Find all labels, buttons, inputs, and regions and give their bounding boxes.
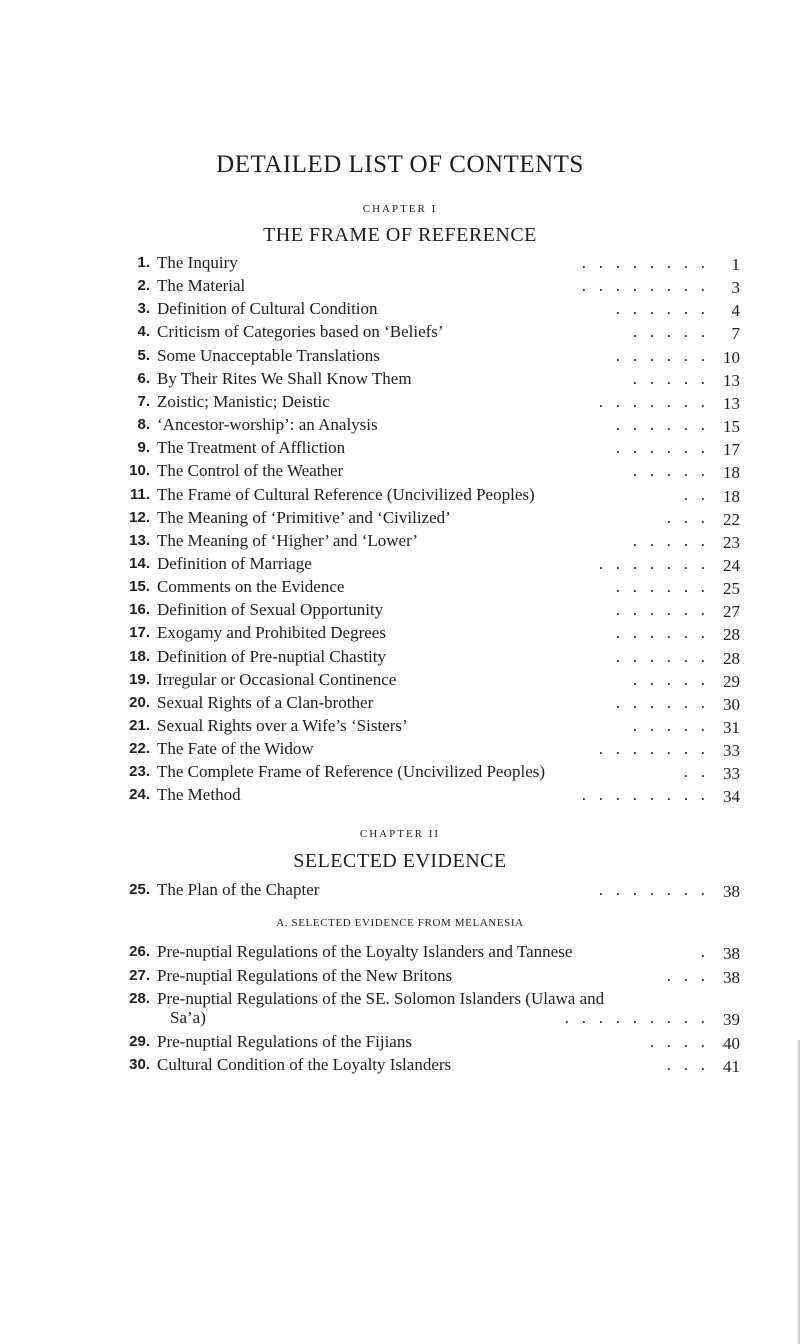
entry-number: 15. <box>129 578 150 596</box>
entry-number: 16. <box>129 601 150 619</box>
page-number: 27 <box>723 602 740 622</box>
toc-entry <box>0 645 800 668</box>
toc-entry <box>0 760 800 783</box>
toc-entry <box>0 598 800 621</box>
page-number: 18 <box>723 486 740 506</box>
leader-dots: . . . . . . <box>615 345 705 365</box>
entry-number: 4. <box>137 323 150 341</box>
entry-title: The Meaning of ‘Primitive’ and ‘Civilized’ <box>157 507 451 527</box>
page-number: 10 <box>723 347 740 367</box>
leader-dots: . . . . . . . <box>598 391 705 411</box>
toc-entry <box>0 413 800 436</box>
page-number: 13 <box>723 370 740 390</box>
page-number: 24 <box>723 555 740 575</box>
leader-dots: . . . . <box>649 1031 705 1051</box>
entry-number: 28. <box>129 990 150 1008</box>
leader-dots: . . . . . . . . . <box>564 1008 705 1028</box>
page-number: 25 <box>723 579 740 599</box>
page-number: 38 <box>723 882 740 901</box>
entry-number: 6. <box>137 369 150 387</box>
toc-entry-continuation <box>0 1006 800 1029</box>
leader-dots: . . . . . . <box>615 415 705 435</box>
chapter-title: SELECTED EVIDENCE <box>293 850 507 872</box>
leader-dots: . . . . . . . . <box>581 276 705 296</box>
entry-title: The Meaning of ‘Higher’ and ‘Lower’ <box>157 530 419 550</box>
entry-number: 20. <box>129 693 150 711</box>
entry-number: 26. <box>129 943 150 960</box>
leader-dots: . . <box>683 762 705 782</box>
leader-dots: . . . . . . . <box>598 739 705 759</box>
page-number: 39 <box>723 1010 740 1030</box>
toc-entry <box>0 436 800 459</box>
page-number: 34 <box>723 787 740 807</box>
entry-number: 25. <box>129 881 150 898</box>
leader-dots: . . . . . . <box>615 600 705 620</box>
page-number: 40 <box>723 1033 740 1053</box>
entry-number: 27. <box>129 966 150 984</box>
entry-title: Criticism of Categories based on ‘Beliefs’ <box>157 322 444 342</box>
entry-title: Pre-nuptial Regulations of the Fijians <box>157 1031 412 1051</box>
page-number: 28 <box>723 648 740 668</box>
entry-title: By Their Rites We Shall Know Them <box>157 368 412 388</box>
page-number: 1 <box>731 255 740 274</box>
toc-entry <box>0 668 800 691</box>
entry-title: The Material <box>157 276 246 296</box>
toc-entry <box>0 251 800 274</box>
entry-title: Pre-nuptial Regulations of the Loyalty Islanders and Tannese <box>157 942 573 961</box>
page-number: 3 <box>731 278 740 298</box>
toc-entry <box>0 274 800 297</box>
leader-dots: . . . <box>666 507 705 527</box>
toc-entry <box>0 529 800 552</box>
toc-entry <box>0 1030 800 1053</box>
entry-title: The Control of the Weather <box>157 461 344 481</box>
toc-entry <box>0 621 800 644</box>
entry-title: Pre-nuptial Regulations of the New Britons <box>157 965 453 985</box>
leader-dots: . . . . . <box>632 368 705 388</box>
leader-dots: . . . . . <box>632 669 705 689</box>
page-number: 4 <box>731 301 740 321</box>
page-number: 33 <box>723 764 740 784</box>
leader-dots: . . . . . . . <box>598 880 705 899</box>
leader-dots: . . . . . . <box>615 692 705 712</box>
entry-title-continuation: Sa’a) <box>170 1008 206 1028</box>
toc-entry <box>0 483 800 506</box>
page-number: 13 <box>723 393 740 413</box>
page-number: 29 <box>723 671 740 691</box>
page-number: 38 <box>723 944 740 963</box>
chapter-label: CHAPTER I <box>362 203 438 215</box>
leader-dots: . . . . . . . . <box>581 253 705 272</box>
toc-entry <box>0 344 800 367</box>
entry-number: 21. <box>129 717 150 734</box>
entry-title: The Complete Frame of Reference (Uncivilized Peoples) <box>157 762 546 782</box>
leader-dots: . . <box>683 484 705 504</box>
page-number: 31 <box>723 718 740 737</box>
page-number: 41 <box>723 1057 740 1077</box>
toc-entry <box>0 783 800 806</box>
entry-title: Cultural Condition of the Loyalty Islanders <box>157 1055 452 1075</box>
toc-entry <box>0 552 800 575</box>
entry-title: Sexual Rights over a Wife’s ‘Sisters’ <box>157 716 408 735</box>
toc-entry <box>0 737 800 760</box>
leader-dots: . . . . . <box>632 716 705 735</box>
toc-entry <box>0 1053 800 1076</box>
toc-entry <box>0 297 800 320</box>
entry-title: The Plan of the Chapter <box>157 880 320 899</box>
entry-title: Definition of Pre-nuptial Chastity <box>157 646 386 666</box>
entry-number: 12. <box>129 508 150 526</box>
page-number: 22 <box>723 509 740 529</box>
entry-number: 29. <box>129 1032 150 1050</box>
toc-entry <box>0 691 800 714</box>
toc-entry <box>0 964 800 987</box>
leader-dots: . . . . . . . . <box>581 785 705 805</box>
entry-title: Some Unacceptable Translations <box>157 345 380 365</box>
leader-dots: . . . <box>666 1055 705 1075</box>
entry-title: Definition of Sexual Opportunity <box>157 600 384 620</box>
entry-number: 30. <box>129 1056 150 1074</box>
entry-number: 8. <box>137 416 150 434</box>
leader-dots: . . . . . <box>632 322 705 342</box>
page-number: 38 <box>723 967 740 987</box>
entry-number: 1. <box>137 254 150 271</box>
page-number: 18 <box>723 463 740 483</box>
toc-entry <box>0 506 800 529</box>
entry-title: Pre-nuptial Regulations of the SE. Solomon Islanders (Ulawa and <box>157 989 605 1009</box>
page-number: 17 <box>723 440 740 460</box>
entry-number: 9. <box>137 439 150 457</box>
page-number: 7 <box>731 324 740 344</box>
entry-title: Comments on the Evidence <box>157 577 345 597</box>
toc-entry <box>0 940 800 963</box>
toc-entry <box>0 575 800 598</box>
leader-dots: . . . . . . . <box>598 553 705 573</box>
entry-number: 5. <box>137 346 150 364</box>
chapter-label: CHAPTER II <box>359 828 441 840</box>
entry-title: Zoistic; Manistic; Deistic <box>157 391 330 411</box>
toc-entry <box>0 714 800 737</box>
entry-number: 22. <box>129 740 150 758</box>
entry-title: Definition of Marriage <box>157 553 312 573</box>
entry-number: 3. <box>137 300 150 318</box>
leader-dots: . . . . . <box>632 530 705 550</box>
entry-number: 2. <box>137 277 150 295</box>
leader-dots: . . . . . . <box>615 623 705 643</box>
toc-entry <box>0 459 800 482</box>
toc-entry <box>0 367 800 390</box>
entry-number: 10. <box>129 462 150 480</box>
leader-dots: . . . <box>666 965 705 985</box>
entry-number: 24. <box>129 786 150 804</box>
leader-dots: . . . . . . <box>615 577 705 597</box>
entry-title: ‘Ancestor-worship’: an Analysis <box>157 415 378 435</box>
entry-number: 13. <box>129 531 150 549</box>
entry-number: 19. <box>129 670 150 688</box>
entry-title: The Method <box>157 785 241 805</box>
page-edge-shadow <box>796 1040 800 1344</box>
entry-title: Exogamy and Prohibited Degrees <box>157 623 386 643</box>
entry-number: 14. <box>129 554 150 572</box>
toc-entry <box>0 878 800 901</box>
page-title: DETAILED LIST OF CONTENTS <box>216 151 584 178</box>
page-number: 15 <box>723 417 740 437</box>
entry-title: Definition of Cultural Condition <box>157 299 378 319</box>
page-number: 33 <box>723 741 740 761</box>
entry-number: 18. <box>129 647 150 665</box>
entry-title: The Frame of Cultural Reference (Uncivilized Peoples) <box>157 484 535 504</box>
page-number: 30 <box>723 694 740 714</box>
entry-title: Sexual Rights of a Clan-brother <box>157 692 374 712</box>
page-number: 23 <box>723 532 740 552</box>
leader-dots: . . . . . . <box>615 299 705 319</box>
entry-title: The Treatment of Affliction <box>157 438 346 458</box>
toc-entry <box>0 320 800 343</box>
entry-title: The Fate of the Widow <box>157 739 314 759</box>
entry-title: The Inquiry <box>157 253 238 272</box>
entry-title: Irregular or Occasional Continence <box>157 669 397 689</box>
entry-number: 7. <box>137 392 150 410</box>
entry-number: 17. <box>129 624 150 642</box>
leader-dots: . <box>700 942 705 961</box>
toc-entry <box>0 390 800 413</box>
page-number: 28 <box>723 625 740 645</box>
leader-dots: . . . . . . <box>615 646 705 666</box>
entry-number: 23. <box>129 763 150 781</box>
section-label: A. SELECTED EVIDENCE FROM MELANESIA <box>276 917 524 929</box>
leader-dots: . . . . . <box>632 461 705 481</box>
entry-number: 11. <box>129 485 150 503</box>
chapter-title: THE FRAME OF REFERENCE <box>263 224 537 246</box>
leader-dots: . . . . . . <box>615 438 705 458</box>
